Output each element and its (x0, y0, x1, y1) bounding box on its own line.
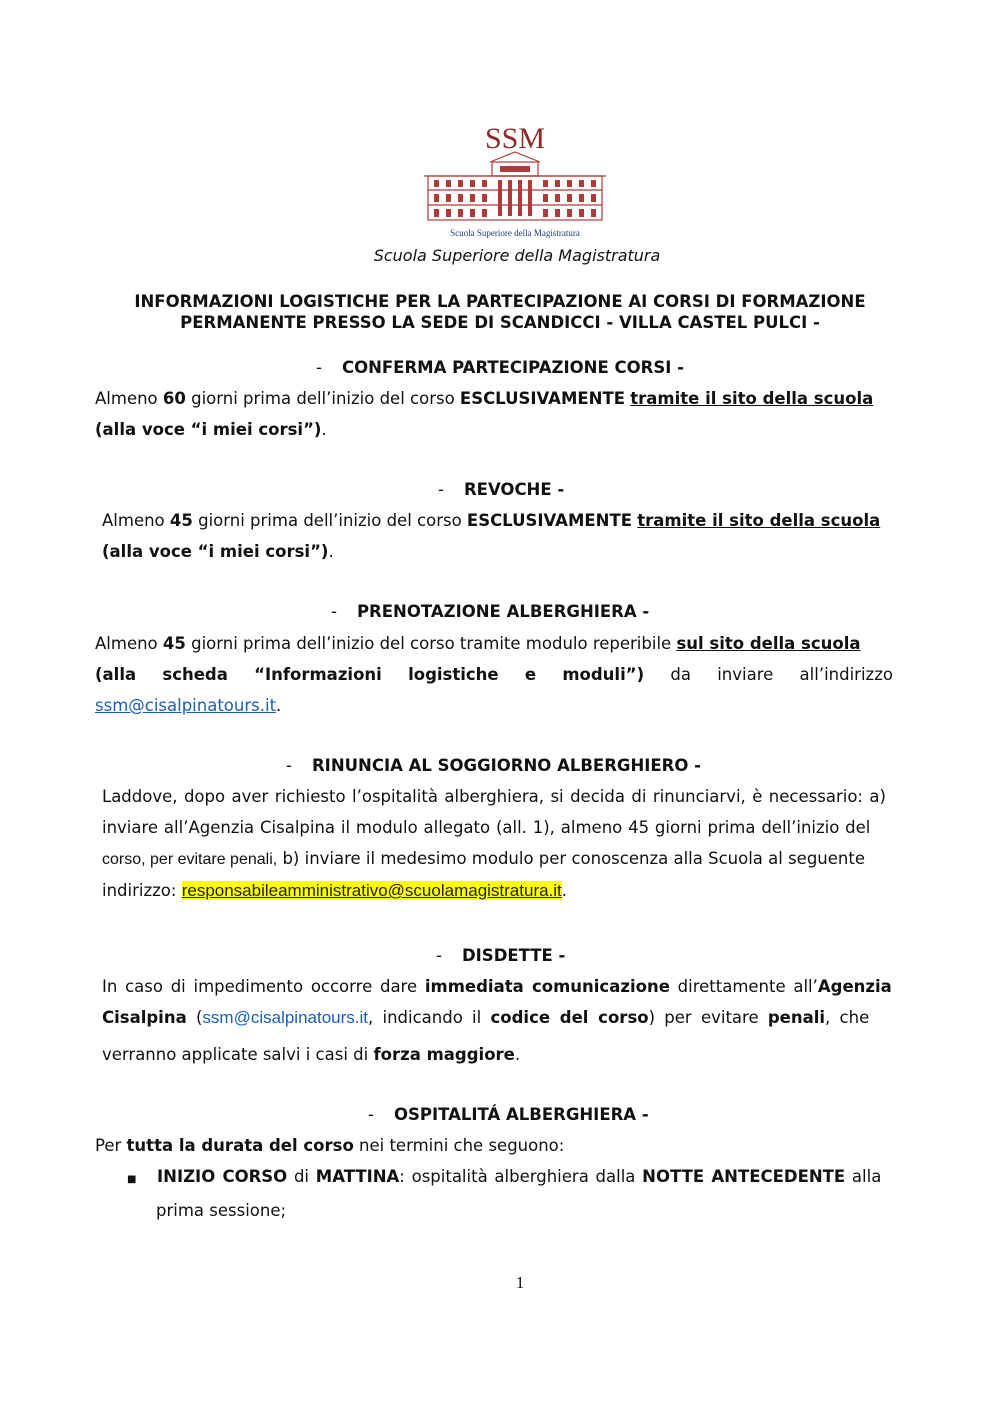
list-item: ■ INIZIO CORSO di MATTINA: ospitalità alberghiera dalla NOTTE ANTECEDENTE alla prima sessione; (127, 1161, 902, 1226)
logo-text: SSM (484, 122, 546, 155)
rinuncia-body: Laddove, dopo aver richiesto l’ospitalità alberghiera, si decida di rinunciarvi, è necessario: a) inviare all’Agenzia Cisalpina il modulo allegato (all. 1), almeno 45 giorni prima dell’inizio del corso, per evitare penali, b) inviare il medesimo modulo per conoscenza alla Scuola al seguente indirizzo: responsabileamministrativo@scuolamagistratura.it. (102, 787, 886, 900)
school-name: Scuola Superiore della Magistratura (373, 246, 661, 265)
prenotazione-body: Almeno 45 giorni prima dell’inizio del corso tramite modulo reperibile sul sito della scuola (alla scheda “Informazioni logistiche e moduli”) da inviare all’indirizzo ssm@cisalpinatours.it. (95, 634, 893, 715)
site-link-revoche[interactable]: tramite il sito della scuola (637, 511, 881, 530)
heading-ospitalita: - OSPITALITÁ ALBERGHIERA - (368, 1105, 649, 1124)
heading-prenotazione: - PRENOTAZIONE ALBERGHIERA - (331, 602, 650, 621)
site-link-conferma[interactable]: tramite il sito della scuola (630, 389, 874, 408)
site-link-prenotazione[interactable]: sul sito della scuola (676, 634, 861, 653)
email-link-amministrativo[interactable]: responsabileamministrativo@scuolamagistratura.it (181, 881, 562, 900)
page-number: 1 (515, 1273, 525, 1292)
title-line-1: INFORMAZIONI LOGISTICHE PER LA PARTECIPAZIONE AI CORSI DI FORMAZIONE (134, 292, 866, 311)
email-link-disdette[interactable]: ssm@cisalpinatours.it (202, 1008, 369, 1027)
heading-conferma: - CONFERMA PARTECIPAZIONE CORSI - (316, 358, 684, 377)
title-line-2: PERMANENTE PRESSO LA SEDE DI SCANDICCI - VILLA CASTEL PULCI - (180, 313, 820, 332)
page-title (95, 291, 905, 333)
conferma-body: Almeno 60 giorni prima dell’inizio del corso ESCLUSIVAMENTE tramite il sito della scuola (alla voce “i miei corsi”). (95, 389, 874, 439)
bullet-icon: ■ (127, 1174, 137, 1185)
logo-caption: Scuola Superiore della Magistratura (450, 228, 580, 238)
ospitalita-body: Per tutta la durata del corso nei termini che seguono: (95, 1136, 565, 1155)
revoche-body: Almeno 45 giorni prima dell’inizio del corso ESCLUSIVAMENTE tramite il sito della scuola (alla voce “i miei corsi”). (102, 511, 881, 561)
heading-disdette: - DISDETTE - (436, 946, 566, 965)
ssm-logo (420, 118, 610, 243)
email-link-prenotazione[interactable]: ssm@cisalpinatours.it (95, 696, 277, 715)
heading-revoche: - REVOCHE - (438, 480, 565, 499)
disdette-body: In caso di impedimento occorre dare immediata comunicazione direttamente all’Agenzia Cisalpina (ssm@cisalpinatours.it, indicando il codice del corso) per evitare penali, che verranno applicate salvi i casi di forza maggiore. (102, 977, 892, 1064)
heading-rinuncia: - RINUNCIA AL SOGGIORNO ALBERGHIERO - (286, 756, 701, 775)
